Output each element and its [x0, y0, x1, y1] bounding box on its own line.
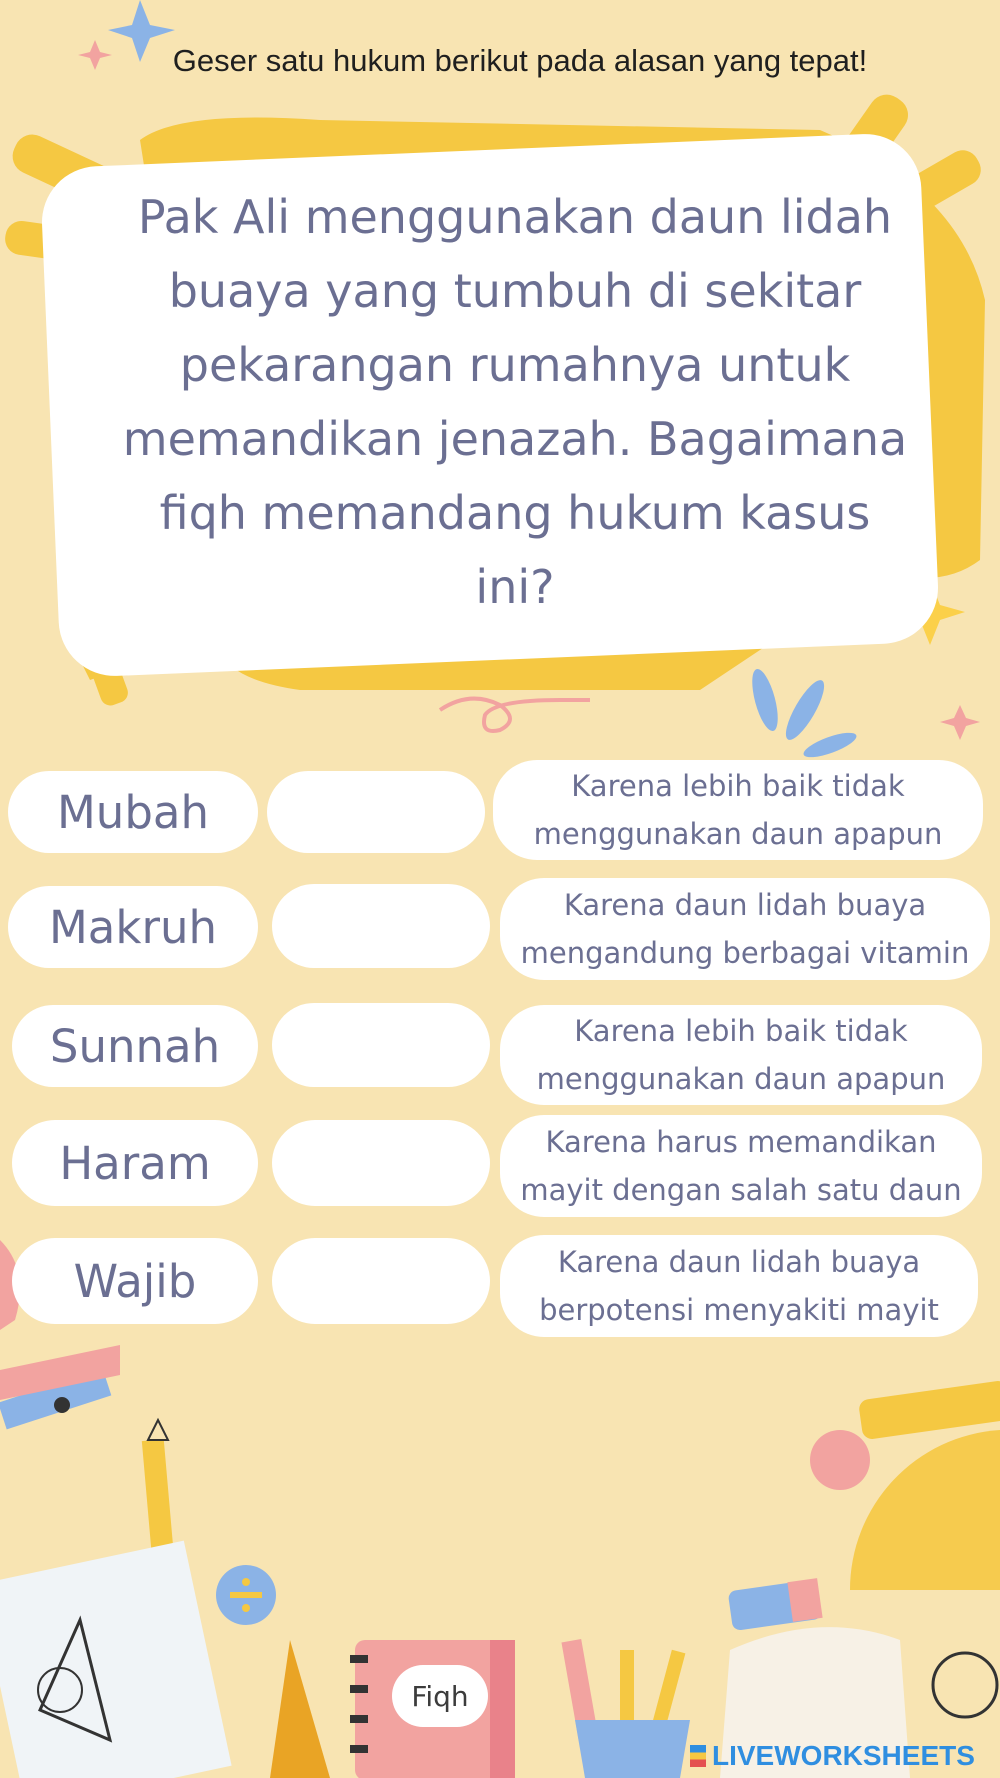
- draggable-label-makruh[interactable]: Makruh: [8, 886, 258, 968]
- draggable-label-mubah[interactable]: Mubah: [8, 771, 258, 853]
- pencil-cup-icon: [561, 1639, 690, 1778]
- drop-slot-5[interactable]: [272, 1238, 490, 1324]
- draggable-label-sunnah[interactable]: Sunnah: [12, 1005, 258, 1087]
- brand-logo: [690, 1738, 995, 1774]
- protractor-icon: [850, 1430, 1000, 1590]
- brand-text: LIVEWORKSHEETS: [712, 1740, 975, 1771]
- drop-slot-2[interactable]: [272, 884, 490, 968]
- draggable-label-haram[interactable]: Haram: [12, 1120, 258, 1206]
- triangle-ruler-icon: [270, 1640, 330, 1778]
- drop-slot-4[interactable]: [272, 1120, 490, 1206]
- brand-mark-icon: [690, 1745, 706, 1767]
- reason-card-5[interactable]: Karena daun lidah buaya berpotensi menyakiti mayit: [500, 1235, 978, 1337]
- graph-paper-icon: [0, 1541, 232, 1778]
- drop-slot-1[interactable]: [267, 771, 485, 853]
- pencil-icon: [142, 1420, 174, 1562]
- reason-card-3[interactable]: Karena lebih baik tidak menggunakan daun apapun: [500, 1005, 982, 1105]
- reason-card-4[interactable]: Karena harus memandikan mayit dengan salah satu daun: [500, 1115, 982, 1217]
- drop-slot-3[interactable]: [272, 1003, 490, 1087]
- calculator-divide-icon: [216, 1565, 276, 1625]
- instruction-text: Geser satu hukum berikut pada alasan yang tepat!: [172, 43, 868, 78]
- reason-card-1[interactable]: Karena lebih baik tidak menggunakan daun apapun: [493, 760, 983, 860]
- subject-tag: Fiqh: [392, 1665, 488, 1727]
- reason-card-2[interactable]: Karena daun lidah buaya mengandung berbagai vitamin: [500, 878, 990, 980]
- question-text: Pak Ali menggunakan daun lidah buaya yang tumbuh di sekitar pekarangan rumahnya untuk memandikan jenazah. Bagaimana fiqh memandang hukum kasus ini?: [122, 190, 908, 614]
- draggable-label-wajib[interactable]: Wajib: [12, 1238, 258, 1324]
